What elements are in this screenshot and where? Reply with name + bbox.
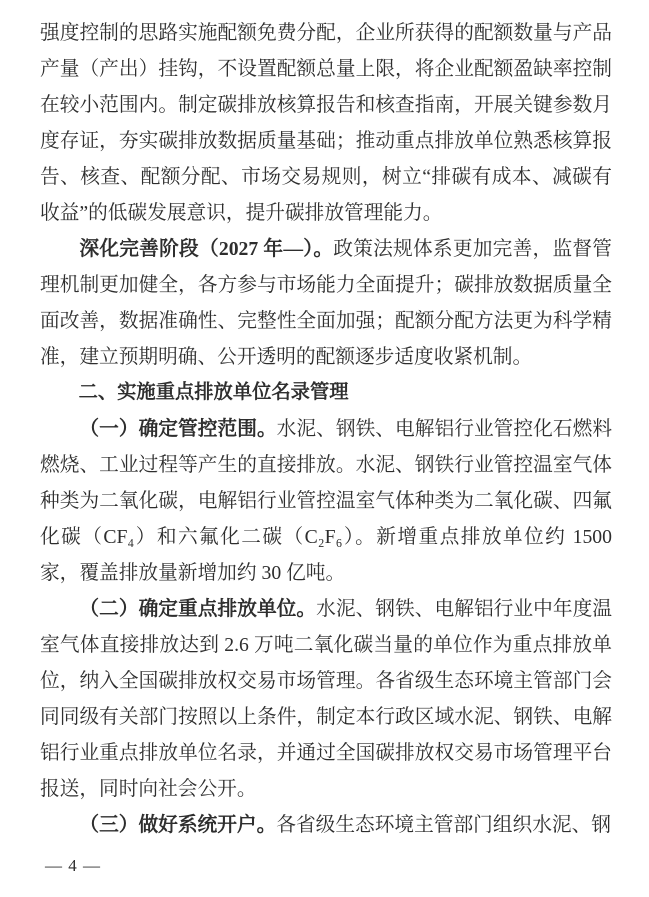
paragraph-system-account	[40, 807, 612, 843]
paragraph-lead: 深化完善阶段（2027 年—）。	[79, 238, 334, 260]
paragraph-text: 政策法规体系更加完善，监督管理机制更加健全，各方参与市场能力全面提升；碳排放数据质量全面改善，数据准确性、完整性全面加强；配额分配方法更为科学精准，建立预期明确、公开透明的配额逐步适度收紧机制。	[40, 238, 612, 368]
page-number: — 4 —	[45, 856, 101, 875]
paragraph-deepening-stage	[40, 231, 612, 375]
paragraph-lead: （二）确定重点排放单位。	[79, 598, 317, 620]
section-heading-key-emission-units: 二、实施重点排放单位名录管理	[78, 382, 349, 403]
paragraph-text: 各省级生态环境主管部门组织水泥、钢	[276, 814, 611, 836]
paragraph-lead: （三）做好系统开户。	[79, 814, 277, 836]
paragraph-allocation-continuation	[40, 15, 612, 231]
paragraph-control-scope	[40, 411, 612, 591]
paragraph-lead: （一）确定管控范围。	[79, 418, 277, 440]
paragraph-text: 强度控制的思路实施配额免费分配，企业所获得的配额数量与产品产量（产出）挂钩，不设置配额总量上限，将企业配额盈缺率控制在较小范围内。制定碳排放核算报告和核查指南，开展关键参数月度存证，夯实碳排放数据质量基础；推动重点排放单位熟悉核算报告、核查、配额分配、市场交易规则，树立“排碳有成本、减碳有收益”的低碳发展意识，提升碳排放管理能力。	[40, 22, 612, 224]
paragraph-text: 水泥、钢铁、电解铝行业中年度温室气体直接排放达到 2.6 万吨二氧化碳当量的单位作为重点排放单位，纳入全国碳排放权交易市场管理。各省级生态环境主管部门会同同级有关部门按照以上条件，制定本行政区域水泥、钢铁、电解铝行业重点排放单位名录，并通过全国碳排放权交易市场管理平台报送，同时向社会公开。	[40, 598, 612, 800]
paragraph-text: 水泥、钢铁、电解铝行业管控化石燃料燃烧、工业过程等产生的直接排放。水泥、钢铁行业管控温室气体种类为二氧化碳，电解铝行业管控温室气体种类为二氧化碳、四氟化碳（CF₄）和六氟化二碳（C₂F₆）。新增重点排放单位约 1500 家，覆盖排放量新增加约 30 亿吨。	[40, 418, 613, 584]
paragraph-key-units	[40, 591, 612, 807]
